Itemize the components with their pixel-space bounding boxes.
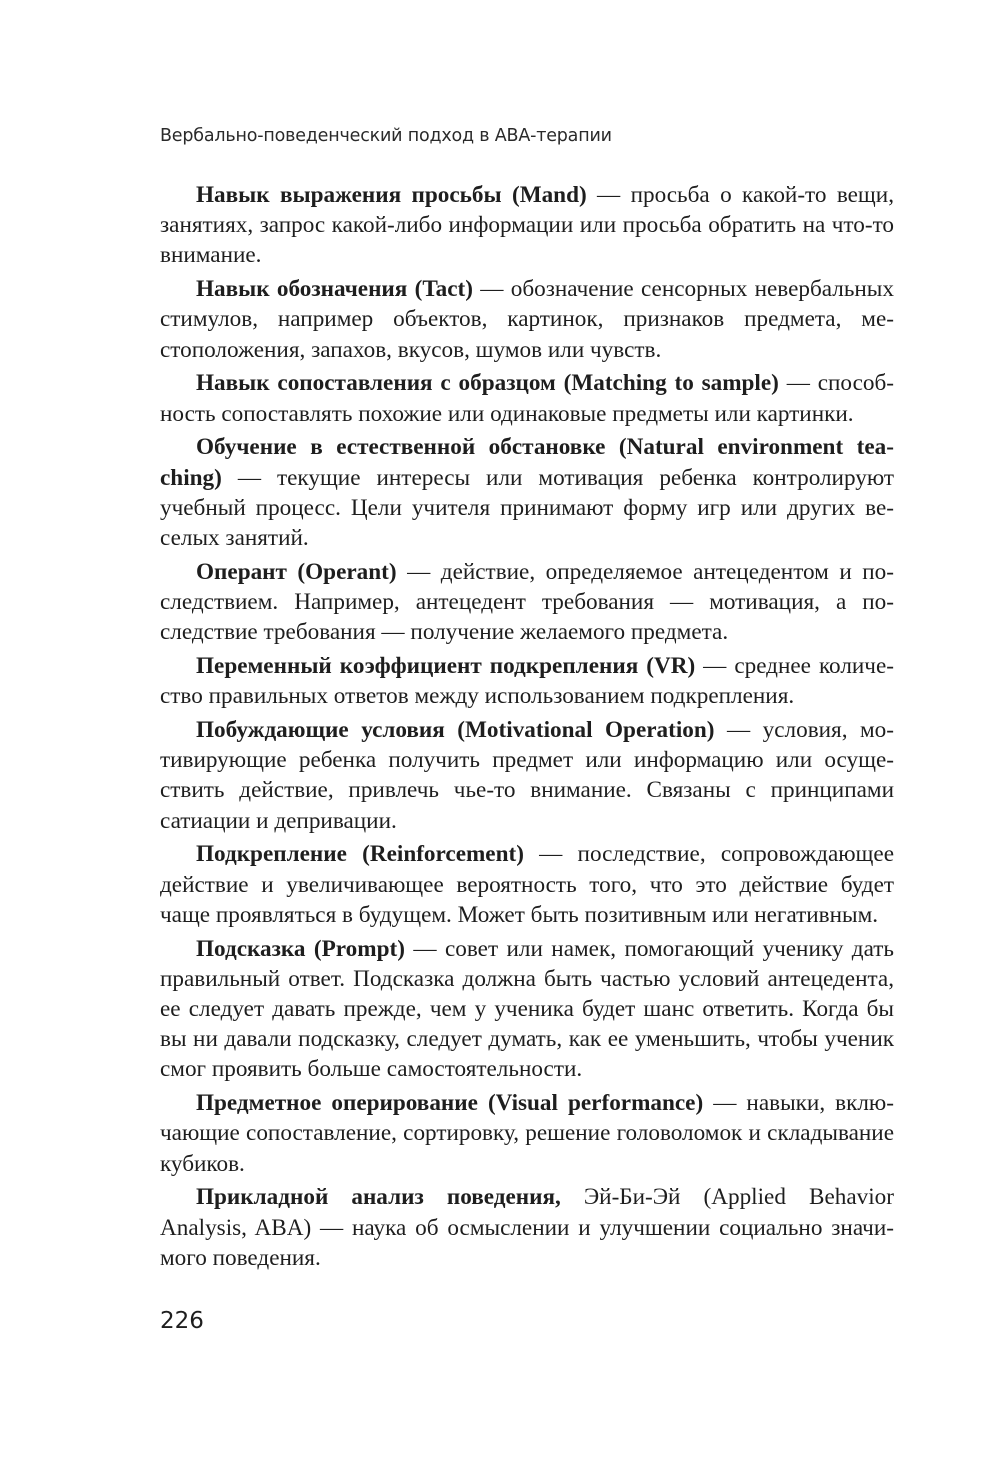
glossary-entry-reinforcement xyxy=(160,839,894,930)
running-title: Вербально-поведенческий подход в АВА-терапии xyxy=(160,126,612,146)
entry-definition: — способность сопоставлять похожие или одинаковые предметы или картинки. xyxy=(160,370,895,427)
glossary-entry-tact xyxy=(160,274,894,365)
entry-term: Предметное оперирование (Visual performance) xyxy=(196,1090,704,1117)
page-number: 226 xyxy=(160,1308,204,1334)
entry-definition: — обозначение сенсорных невербальных стимулов, например объектов, картинок, признаков предмета, местоположения, запахов, вкусов, шумов или чувств. xyxy=(160,276,894,363)
entry-definition: — просьба о какой-то вещи, занятиях, запрос какой-либо информации или просьба обратить на что-то внимание. xyxy=(160,182,894,269)
entry-definition: — текущие интересы или мотивация ребенка контролируют учебный процесс. Цели учителя принимают форму игр или других веселых занятий. xyxy=(160,464,894,552)
entry-term: Переменный коэффициент подкрепления (VR) xyxy=(196,653,696,680)
entry-term: Навык сопоставления с образцом (Matching to sample) xyxy=(196,370,779,397)
entry-definition: — действие, определяемое антецедентом и последствием. Например, антецедент требования — мотивация, а последствие требования — получение желаемого предмета. xyxy=(160,558,894,646)
entry-definition: — навыки, включающие сопоставление, сортировку, решение головоломок и складывание кубиков. xyxy=(160,1090,894,1177)
glossary-entry-natural-environment-teaching xyxy=(160,432,894,553)
entry-term: Обучение в естественной обстановке (Natural environment teaching) xyxy=(160,434,894,491)
glossary-entry-matching-to-sample xyxy=(160,368,894,428)
glossary-body xyxy=(160,180,894,1277)
entry-term: Оперант (Operant) xyxy=(196,558,397,585)
entry-definition: — среднее количество правильных ответов между использованием подкрепления. xyxy=(160,653,894,710)
entry-definition: — условия, мотивирующие ребенка получить предмет или информацию или осуществить действие, привлечь чье-то внимание. Связаны с принципами сатиации и депривации. xyxy=(160,717,894,834)
entry-definition: — последствие, сопровождающее действие и увеличивающее вероятность того, что это действие будет чаще проявляться в будущем. Может быть позитивным или негативным. xyxy=(160,841,894,928)
entry-definition: — совет или намек, помогающий ученику дать правильный ответ. Подсказка должна быть частью условий антецедента, ее следует давать прежде, чем у ученика будет шанс ответить. Когда бы вы ни давали подсказку, следует думать, как ее уменьшить, чтобы ученик смог проявить больше самостоятельности. xyxy=(160,935,894,1083)
glossary-entry-prompt xyxy=(160,934,894,1085)
glossary-entry-vr xyxy=(160,651,894,711)
glossary-entry-operant xyxy=(160,557,894,648)
entry-definition: Эй-Би-Эй (Applied Behavior Analysis, ABA) — наука об осмыслении и улучшении социально значимого поведения. xyxy=(160,1184,894,1271)
glossary-entry-visual-performance xyxy=(160,1088,894,1179)
entry-term: Подсказка (Prompt) xyxy=(196,935,405,962)
entry-term: Побуждающие условия (Motivational Operation) xyxy=(196,717,715,744)
glossary-entry-motivational-operation xyxy=(160,715,894,836)
entry-term: Навык выражения просьбы (Mand) xyxy=(196,182,587,208)
glossary-entry-mand xyxy=(160,180,894,271)
entry-term: Прикладной анализ поведения, xyxy=(196,1184,561,1211)
entry-term: Подкрепление (Reinforcement) xyxy=(196,841,524,868)
entry-term: Навык обозначения (Tact) xyxy=(196,276,473,303)
glossary-entry-aba xyxy=(160,1182,894,1273)
